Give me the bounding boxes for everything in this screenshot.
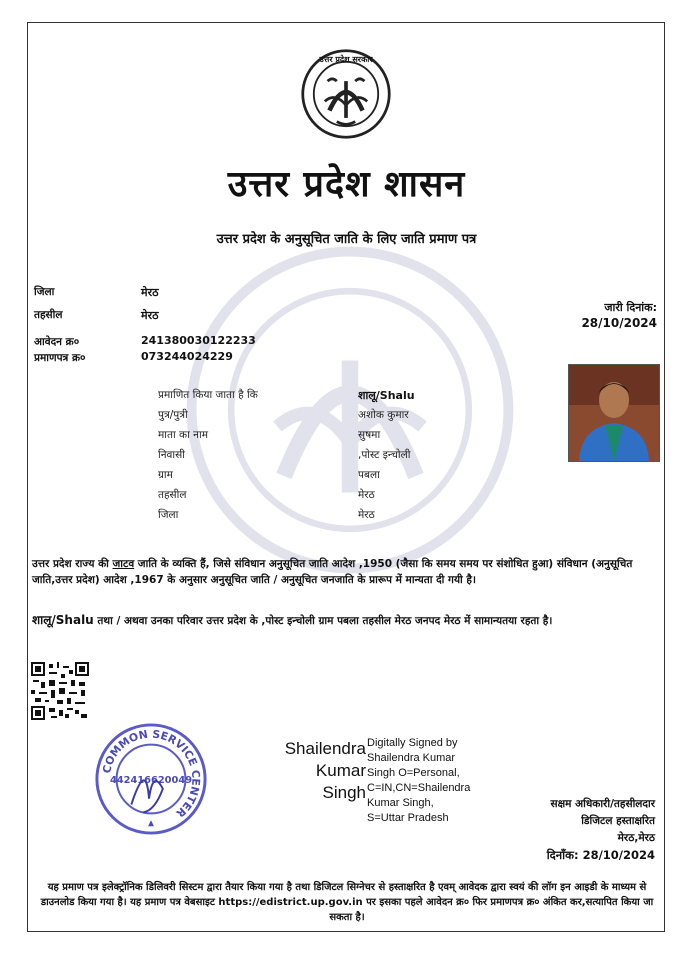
signature-line: S=Uttar Pradesh	[367, 812, 449, 824]
signature-line: Singh O=Personal,	[367, 767, 460, 779]
issue-date-label: जारी दिनांक:	[604, 301, 657, 314]
verification-footer: यह प्रमाण पत्र इलेक्ट्रॉनिक डिलिवरी सिस्टम द्वारा तैयार किया गया है तथा डिजिटल सिग्नेचर से हस्ताक्षरित है एवम् आवेदक द्वारा स्वयं की लॉग इन आइडी के माध्यम से डाउनलोड किया गया है। यह प्रमाण पत्र वेबसाइट https://edistrict.up.gov.in पर इसका पहले आवेदन क्र० फिर प्रमाणपत्र क्र० अंकित कर,सत्यापित किया जा सकता है।	[40, 882, 654, 923]
officer-digital-signed: डिजिटल हस्ताक्षरित	[581, 815, 655, 827]
district-value: मेरठ	[141, 286, 159, 299]
caste-statement-start: उत्तर प्रदेश राज्य की	[32, 558, 113, 570]
officer-location: मेरठ,मेरठ	[617, 832, 655, 844]
resident-label: निवासी	[158, 449, 185, 461]
person-tehsil-label: तहसील	[158, 489, 187, 501]
signature-line: Digitally Signed by	[367, 737, 458, 749]
signer-name-line-2: Kumar	[315, 761, 366, 780]
person-district-label: जिला	[158, 509, 179, 521]
officer-date: दिनाँक: 28/10/2024	[546, 848, 655, 862]
application-number-label: आवेदन क्र०	[34, 336, 80, 348]
application-number-value: 241380030122233	[141, 334, 256, 347]
issue-date-value: 28/10/2024	[581, 316, 657, 330]
caste-name: जाटव	[112, 558, 135, 570]
applicant-photo-icon	[569, 365, 659, 461]
signature-line: C=IN,CN=Shailendra	[367, 782, 471, 794]
signature-line: Shailendra Kumar	[367, 752, 456, 764]
signer-name-line-1: Shailendra	[284, 739, 366, 758]
tehsil-value: मेरठ	[141, 309, 159, 322]
emblem-seal-text: उत्तर प्रदेश सरकार	[319, 55, 373, 64]
page-title: उत्तर प्रदेश शासन	[227, 163, 466, 205]
person-district-value: मेरठ	[358, 509, 375, 521]
caste-statement-rest: जाति के व्यक्ति हैं, जिसे संविधान अनुसूचित जाति आदेश ,1950 (जैसा कि समय समय पर संशोधित हुआ) संविधान (अनुसूचित जाति,उत्तर प्रदेश) आदेश ,1967 के अनुसार अनुसूचित जाति / अनुसूचित जनजाति के प्रारूप में मान्यता दी गयी है।	[32, 558, 633, 586]
stamp-id: 442416620049	[109, 774, 193, 786]
signature-line: Kumar Singh,	[367, 797, 434, 809]
son-daughter-label: पुत्र/पुत्री	[158, 409, 188, 421]
mother-name: सुषमा	[358, 429, 381, 441]
certificate-subtitle: उत्तर प्रदेश के अनुसूचित जाति के लिए जाति प्रमाण पत्र	[216, 232, 477, 247]
residence-statement	[32, 612, 662, 629]
mother-name-label: माता का नाम	[158, 429, 208, 441]
qr-code-icon	[31, 662, 89, 720]
applicant-photo	[568, 364, 660, 462]
caste-statement	[32, 556, 662, 588]
tehsil-label: तहसील	[34, 309, 63, 321]
applicant-name: शालू/Shalu	[358, 389, 415, 402]
certified-label: प्रमाणित किया जाता है कि	[158, 389, 258, 401]
signer-name-line-3: Singh	[322, 783, 366, 802]
certificate-number-value: 073244024229	[141, 350, 233, 363]
residence-applicant-name: शालू/Shalu	[32, 613, 94, 627]
village-value: पबला	[358, 469, 380, 481]
stamp-ring-text: COMMON SERVICE CENTER	[100, 727, 203, 820]
district-label: जिला	[34, 286, 55, 298]
digital-signature-details	[367, 736, 470, 826]
issuing-officer-block	[547, 796, 655, 864]
signer-name	[266, 738, 366, 804]
residence-statement-rest: तथा / अथवा उनका परिवार उत्तर प्रदेश के ,पोस्ट इन्चोली ग्राम पबला तहसील मेरठ जनपद मेरठ में सामान्यतया रहता है।	[93, 615, 553, 627]
father-name: अशोक कुमार	[358, 409, 409, 421]
certificate-number-label: प्रमाणपत्र क्र०	[34, 352, 86, 364]
village-label: ग्राम	[158, 469, 173, 481]
person-tehsil-value: मेरठ	[358, 489, 375, 501]
resident-value: ,पोस्ट इन्चोली	[358, 449, 411, 461]
watermark-emblem-icon	[185, 245, 515, 575]
common-service-center-stamp-icon	[92, 720, 210, 838]
officer-designation: सक्षम अधिकारी/तहसीलदार	[550, 798, 655, 810]
